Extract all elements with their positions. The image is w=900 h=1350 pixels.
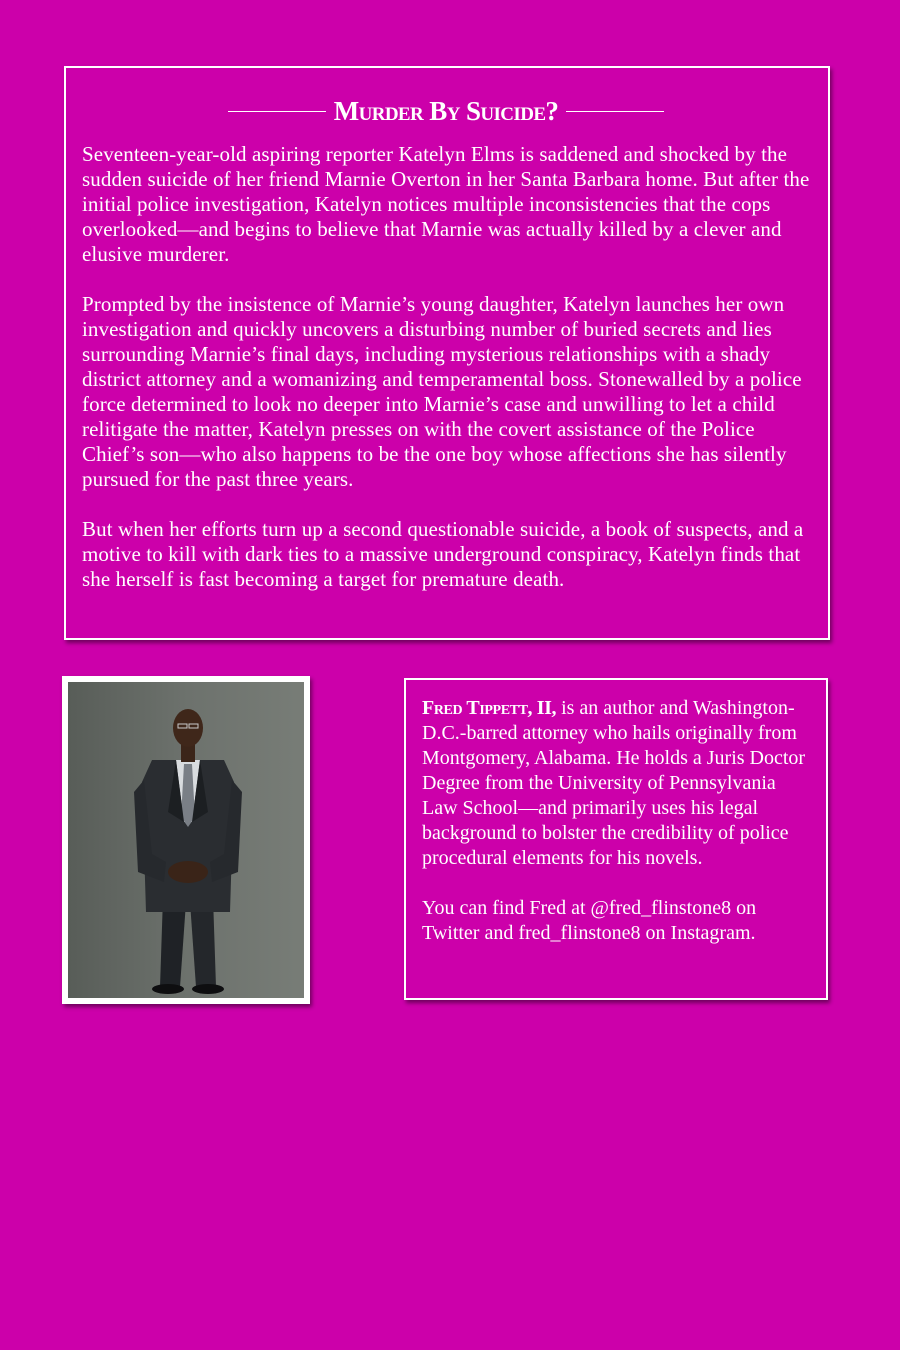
author-name: Fred Tippett, II, bbox=[422, 697, 557, 719]
author-photo-frame bbox=[62, 676, 310, 1004]
title-rule-right bbox=[566, 111, 664, 112]
synopsis-paragraph-1: Seventeen-year-old aspiring reporter Katelyn Elms is saddened and shocked by the sudden suicide of her friend Marnie Overton in her Santa Barbara home. But after the initial police investigation, Katelyn notices multiple inconsistencies that the cops overlooked—and begins to believe that Marnie was actually killed by a clever and elusive murderer. bbox=[82, 142, 810, 266]
author-contact: You can find Fred at @fred_flinstone8 on Twitter and fred_flinstone8 on Instagram. bbox=[422, 897, 757, 944]
title-rule-left bbox=[228, 111, 326, 112]
author-bio-box bbox=[404, 678, 828, 1000]
synopsis-paragraph-3: But when her efforts turn up a second questionable suicide, a book of suspects, and a motive to kill with dark ties to a massive underground conspiracy, Katelyn finds that she herself is fast becoming a target for premature death. bbox=[82, 517, 804, 591]
author-bio bbox=[422, 696, 812, 871]
synopsis-paragraph-2: Prompted by the insistence of Marnie’s young daughter, Katelyn launches her own investigation and quickly uncovers a disturbing number of buried secrets and lies surrounding Marnie’s final days, including mysterious relationships with a shady district attorney and a womanizing and temperamental boss. Stonewalled by a police force determined to look no deeper into Marnie’s case and unwilling to let a child relitigate the matter, Katelyn presses on with the covert assistance of the Police Chief’s son—who also happens to be the one boy whose affections she has silently pursued for the past three years. bbox=[82, 292, 802, 491]
author-photo bbox=[68, 682, 304, 998]
book-title: Murder By Suicide? bbox=[333, 96, 559, 126]
author-portrait-illustration bbox=[68, 682, 304, 998]
synopsis-box bbox=[64, 66, 830, 640]
author-bio-text: is an author and Washington-D.C.-barred attorney who hails originally from Montgomery, Alabama. He holds a Juris Doctor Degree from the University of Pennsylvania Law School—and primarily uses his legal background to bolster the credibility of police procedural elements for his novels. bbox=[422, 697, 806, 869]
title-row bbox=[82, 96, 810, 126]
